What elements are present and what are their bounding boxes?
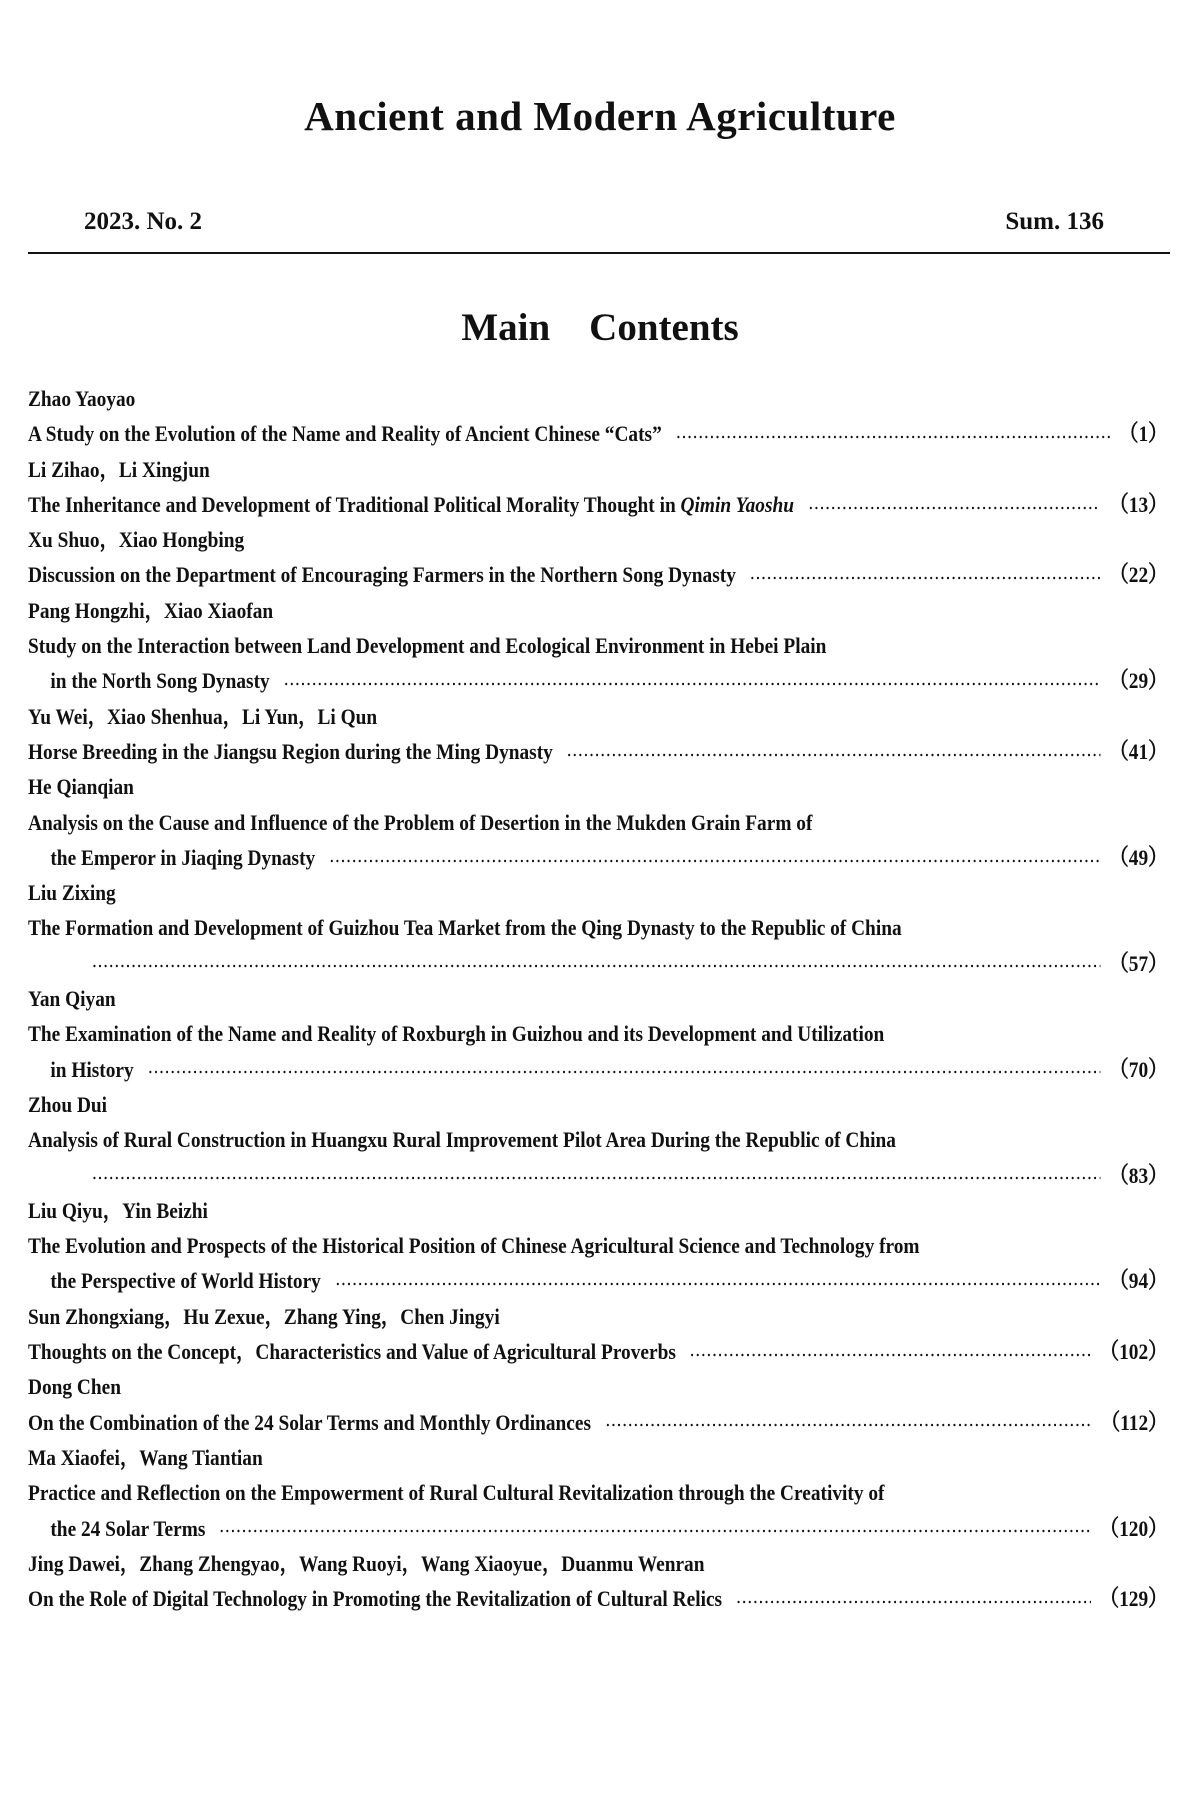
entry-title-segment: the 24 Solar Terms — [50, 1515, 206, 1541]
entry-page-number: （49） — [1109, 844, 1168, 870]
entry-title-text — [28, 1405, 591, 1440]
entry-title-line — [28, 734, 1168, 769]
dot-leader — [808, 506, 1101, 510]
entry-title-segment: On the Combination of the 24 Solar Terms and Monthly Ordinances — [28, 1409, 592, 1435]
toc-entry[interactable] — [28, 452, 1168, 523]
entry-title-line — [28, 946, 1168, 981]
toc-entry[interactable] — [28, 875, 1168, 981]
entry-authors: Yan Qiyan — [28, 986, 116, 1012]
entry-title-line — [28, 840, 1168, 875]
dot-leader — [92, 1176, 1101, 1180]
entry-title-text — [50, 1511, 205, 1546]
entry-title-segment: the Emperor in Jiaqing Dynasty — [50, 844, 316, 870]
entry-title-text — [28, 734, 553, 769]
entry-title-text — [28, 1334, 676, 1369]
entry-authors: Pang Hongzhi，Xiao Xiaofan — [28, 597, 274, 623]
entry-authors: Li Zihao，Li Xingjun — [28, 456, 210, 482]
toc-entry[interactable] — [28, 1440, 1168, 1546]
entry-page-number: （22） — [1109, 562, 1168, 588]
entry-authors: Jing Dawei，Zhang Zhengyao，Wang Ruoyi，Wang Xiaoyue，Duanmu Wenran — [28, 1550, 705, 1576]
toc-entry[interactable] — [28, 593, 1168, 699]
entry-page-number: （1） — [1119, 421, 1168, 447]
entry-title-line: Analysis of Rural Construction in Huangxu Rural Improvement Pilot Area During the Republic of China — [28, 1127, 896, 1153]
entry-title-segment: A Study on the Evolution of the Name and Reality of Ancient Chinese “Cats” — [28, 421, 662, 447]
entry-authors: Dong Chen — [28, 1374, 122, 1400]
entry-title-line: The Examination of the Name and Reality of Roxburgh in Guizhou and its Development and Utilization — [28, 1021, 885, 1047]
entry-authors: Liu Qiyu，Yin Beizhi — [28, 1197, 208, 1223]
entry-page-number: （57） — [1109, 950, 1168, 976]
entry-authors: He Qianqian — [28, 774, 134, 800]
toc-entry[interactable] — [28, 1546, 1168, 1617]
issue-number: 2023. No. 2 — [84, 208, 203, 235]
entry-authors: Ma Xiaofei，Wang Tiantian — [28, 1444, 263, 1470]
entry-title-italic: Qimin Yaoshu — [680, 491, 795, 517]
entry-title-text — [50, 1263, 320, 1298]
entry-title-segment: Horse Breeding in the Jiangsu Region during the Ming Dynasty — [28, 738, 553, 764]
entry-title-text — [28, 557, 736, 592]
entry-page-number: （129） — [1099, 1586, 1168, 1612]
entry-title-line: Practice and Reflection on the Empowerment of Rural Cultural Revitalization through the Creativity of — [28, 1480, 885, 1506]
toc-entry[interactable] — [28, 699, 1168, 770]
entry-page-number: （120） — [1099, 1515, 1168, 1541]
entry-page-number: （94） — [1109, 1268, 1168, 1294]
entry-title-text — [28, 416, 662, 451]
dot-leader — [736, 1600, 1091, 1604]
entry-title-text — [28, 1581, 722, 1616]
dot-leader — [605, 1423, 1092, 1427]
entry-authors: Xu Shuo，Xiao Hongbing — [28, 527, 245, 553]
dot-leader — [283, 682, 1100, 686]
toc-entry[interactable] — [28, 1087, 1168, 1193]
entry-authors: Zhao Yaoyao — [28, 386, 136, 411]
entry-title-line — [28, 557, 1168, 592]
entry-title-text — [50, 663, 269, 698]
entry-title-segment: The Inheritance and Development of Traditional Political Morality Thought in — [28, 491, 681, 517]
entry-title-line: The Evolution and Prospects of the Historical Position of Chinese Agricultural Science and Technology from — [28, 1233, 920, 1259]
entry-title-text — [50, 1052, 133, 1087]
entry-title-line — [28, 663, 1168, 698]
entry-title-segment: the Perspective of World History — [50, 1268, 321, 1294]
entry-authors: Zhou Dui — [28, 1091, 108, 1117]
entry-authors: Liu Zixing — [28, 880, 116, 906]
entry-title-line — [28, 1334, 1168, 1369]
dot-leader — [750, 576, 1101, 580]
entry-page-number: （102） — [1099, 1339, 1168, 1365]
entry-title-segment: On the Role of Digital Technology in Promoting the Revitalization of Cultural Relics — [28, 1586, 723, 1612]
entry-page-number: （29） — [1109, 668, 1168, 694]
contents-heading: Main Contents — [461, 306, 739, 349]
dot-leader — [147, 1070, 1100, 1074]
entry-title-line — [28, 1581, 1168, 1616]
entry-title-line — [28, 1052, 1168, 1087]
entry-title-segment: in History — [50, 1056, 134, 1082]
entry-page-number: （70） — [1109, 1056, 1168, 1082]
toc-entry[interactable] — [28, 981, 1168, 1087]
entry-page-number: （112） — [1100, 1409, 1168, 1435]
issue-row — [84, 208, 1104, 236]
entry-title-segment: Discussion on the Department of Encouraging Farmers in the Northern Song Dynasty — [28, 562, 736, 588]
entry-page-number: （41） — [1109, 738, 1168, 764]
entry-page-number: （83） — [1109, 1162, 1168, 1188]
dot-leader — [335, 1282, 1101, 1286]
entry-title-line — [28, 487, 1168, 522]
entry-authors: Yu Wei，Xiao Shenhua，Li Yun，Li Qun — [28, 703, 378, 729]
entry-title-text — [50, 840, 315, 875]
issue-sum: Sum. 136 — [1005, 208, 1104, 235]
entry-title-line — [28, 416, 1168, 451]
dot-leader — [219, 1529, 1091, 1533]
entry-title-line — [28, 1158, 1168, 1193]
dot-leader — [92, 964, 1101, 968]
entry-title-line — [28, 1263, 1168, 1298]
entry-title-text — [28, 487, 794, 522]
entry-title-line: Study on the Interaction between Land Development and Ecological Environment in Hebei Plain — [28, 633, 827, 659]
entry-title-line: The Formation and Development of Guizhou Tea Market from the Qing Dynasty to the Republic of China — [28, 915, 902, 941]
dot-leader — [329, 859, 1101, 863]
toc-entry[interactable] — [28, 522, 1168, 593]
header-rule — [28, 252, 1170, 254]
entry-title-line — [28, 1511, 1168, 1546]
entry-authors: Sun Zhongxiang，Hu Zexue，Zhang Ying，Chen Jingyi — [28, 1303, 500, 1329]
entry-title-line: Analysis on the Cause and Influence of the Problem of Desertion in the Mukden Grain Farm of — [28, 809, 813, 835]
dot-leader — [676, 435, 1111, 439]
table-of-contents — [28, 381, 1168, 1616]
entry-title-line — [28, 1405, 1168, 1440]
entry-title-segment: Thoughts on the Concept，Characteristics and Value of Agricultural Proverbs — [28, 1339, 676, 1365]
toc-entry[interactable] — [28, 1193, 1168, 1299]
entry-page-number: （13） — [1109, 491, 1168, 517]
toc-entry[interactable] — [28, 381, 1168, 452]
journal-title: Ancient and Modern Agriculture — [304, 93, 896, 139]
dot-leader — [567, 753, 1101, 757]
toc-entry[interactable] — [28, 1299, 1168, 1370]
dot-leader — [690, 1353, 1092, 1357]
toc-entry[interactable] — [28, 1369, 1168, 1440]
toc-entry[interactable] — [28, 769, 1168, 875]
entry-title-segment: in the North Song Dynasty — [50, 668, 270, 694]
